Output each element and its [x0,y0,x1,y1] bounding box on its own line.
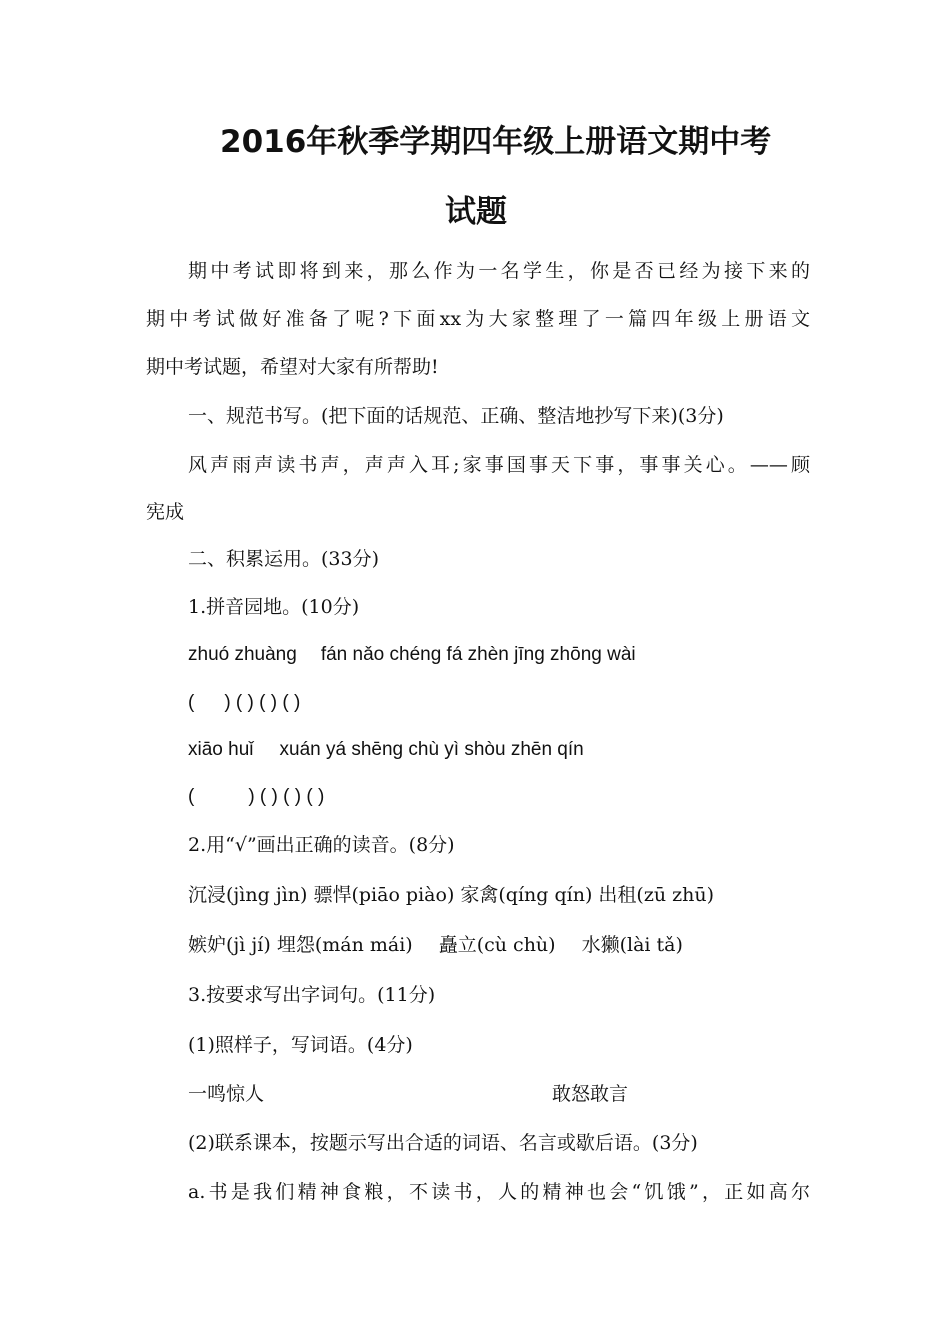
section1-heading: 一、规范书写。(把下面的话规范、正确、整洁地抄写下来)(3分) [188,405,724,427]
title-line-1: 2016年秋季学期四年级上册语文期中考 [220,124,772,160]
q2-row2-c: 水獭(lài tǎ) [581,934,683,956]
q2-row-2 [188,931,810,959]
q1-pinyin-row-2 [188,736,810,764]
q1-pinyin-row2-b: xuán yá shēng chù yì shòu zhēn qín [279,739,584,760]
q3-sub1-example-b: 敢怒敢言 [552,1083,629,1105]
q1-blank-row-1 [188,689,810,717]
q3-sub1-examples [188,1080,810,1108]
intro-line-3: 期中考试题，希望对大家有所帮助! [146,356,439,378]
q2-row2-b: 矗立(cù chù) [438,934,556,956]
q1-pinyin-row1-a: zhuó zhuàng [188,644,297,665]
q2-heading: 2.用“√”画出正确的读音。(8分) [188,834,455,856]
intro-line-1: 期中考试即将到来，那么作为一名学生，你是否已经为接下来的 [188,260,810,282]
q3-sub2-heading: (2)联系课本，按题示写出合适的词语、名言或歇后语。(3分) [188,1132,698,1154]
title-line-2: 试题 [445,194,507,230]
q3-sub1-heading: (1)照样子，写词语。(4分) [188,1034,413,1056]
q2-row2-a: 嫉妒(jì jí) 埋怨(mán mái) [188,934,413,956]
q3-sub1-example-a: 一鸣惊人 [188,1083,265,1105]
q2-row-1: 沉浸(jìng jìn) 骠悍(piāo piào) 家禽(qíng qín) 出租(zū zhū) [188,884,715,906]
section1-text-line-2: 宪成 [146,501,185,523]
q3-heading: 3.按要求写出字词句。(11分) [188,984,436,1006]
section2-heading: 二、积累运用。(33分) [188,548,380,570]
intro-line-2: 期中考试做好准备了呢?下面xx为大家整理了一篇四年级上册语文 [146,308,810,330]
q1-blank-row-2 [188,783,810,811]
section1-text-line-1: 风声雨声读书声，声声入耳;家事国事天下事，事事关心。——顾 [188,454,810,476]
q1-blank-row2-a: ( [188,786,195,807]
q1-pinyin-row1-b: fán nǎo chéng fá zhèn jīng zhōng wài [320,644,636,665]
q1-pinyin-row2-a: xiāo huǐ [188,739,254,760]
q1-blank-row1-a: ( [188,692,195,713]
q1-blank-row2-b: ) ( ) ( ) ( ) [248,786,325,807]
q1-heading: 1.拼音园地。(10分) [188,596,360,618]
q3-sub2-a: a.书是我们精神食粮，不读书，人的精神也会“饥饿”，正如高尔 [188,1181,810,1203]
q1-blank-row1-b: ) ( ) ( ) ( ) [224,692,301,713]
q1-pinyin-row-1 [188,641,810,669]
